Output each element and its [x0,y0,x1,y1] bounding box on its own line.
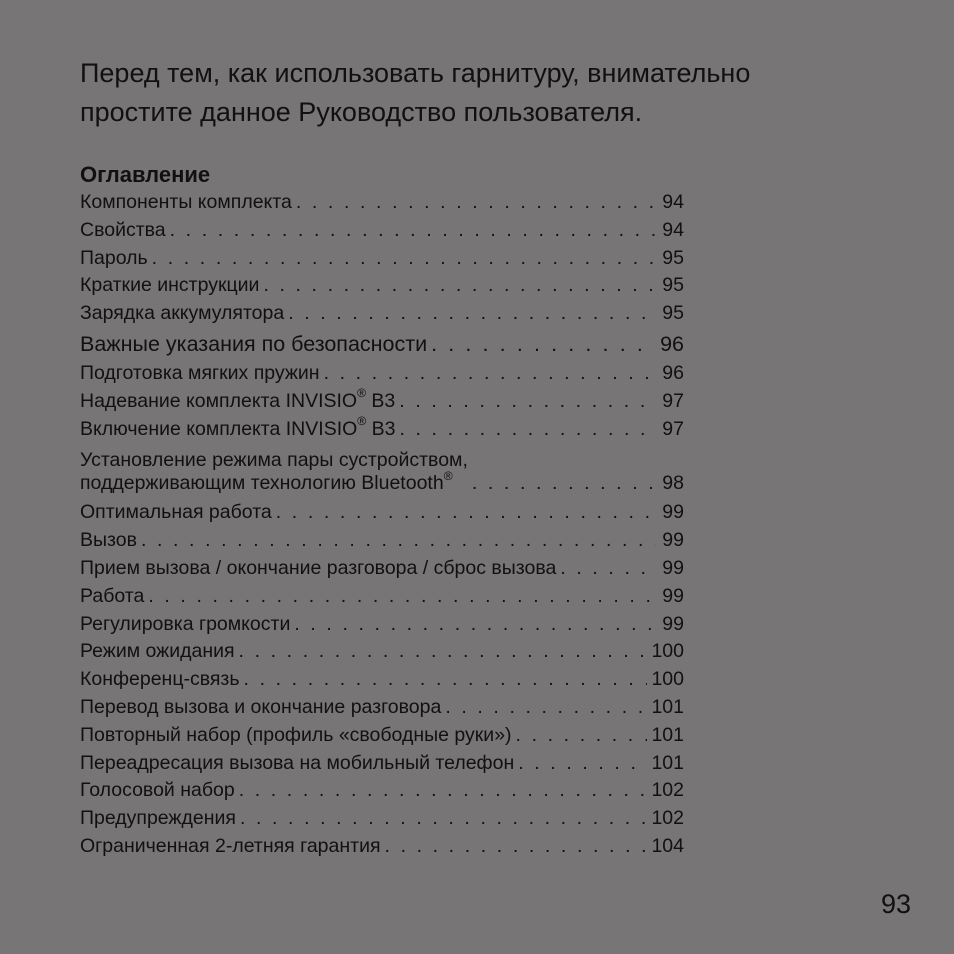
toc-entry[interactable] [80,529,684,557]
toc-entry-page: 99 [662,501,684,524]
toc-entry-title: Зарядка аккумулятора [80,302,285,325]
toc-entry-title [80,414,396,441]
toc-entry[interactable] [80,807,684,835]
toc-entry-title-text: Надевание комплекта INVISIO [80,389,358,412]
toc-leader-dots [381,835,648,858]
toc-entry-title: Прием вызова / окончание разговора / сброс вызова [80,556,557,579]
toc-entry-title: Компоненты комплекта [80,191,292,213]
toc-entry[interactable] [80,501,684,529]
toc-entry-title: Подготовка мягких пружин [80,361,320,384]
toc-entry[interactable] [80,191,684,219]
toc-entry-title: Пароль [80,246,148,269]
intro-line-1: Перед тем, как использовать гарнитуру, внимательно [80,58,751,88]
toc-entry-title: Вызов [80,529,137,552]
toc-entry[interactable] [80,302,684,330]
toc-leader-dots [284,302,656,325]
toc-entry[interactable] [80,557,684,585]
toc-entry-page: 100 [651,640,684,663]
toc-leader-dots [395,390,656,413]
toc-entry-title: Важные указания по безопасности [80,331,428,356]
toc-leader-dots [259,274,656,297]
toc-entry-title-suffix: B3 [366,417,396,440]
toc-entry-title: Конференц-связь [80,668,240,691]
toc-entry-page: 102 [651,807,684,830]
toc-entry-page: 95 [662,302,684,325]
registered-mark: ® [357,414,367,429]
toc-entry-title: Свойства [80,218,166,241]
toc-entry[interactable] [80,835,684,863]
toc-entry-page: 95 [662,246,684,269]
toc-entry-title [80,449,468,495]
registered-mark: ® [357,386,366,401]
toc-leader-dots [556,557,656,580]
toc-entry-page: 96 [660,331,684,356]
toc-entry-title-suffix: B3 [366,389,396,412]
toc-entry[interactable] [80,724,684,752]
toc-leader-dots [166,219,656,242]
toc-entry[interactable] [80,779,684,807]
toc-entry[interactable] [80,640,684,668]
toc-leader-dots [235,779,648,802]
toc-entry-page: 100 [651,668,684,691]
toc-entry-title: Регулировка громкости [80,612,291,635]
toc-entry[interactable] [80,362,684,390]
toc-entry-title: Оптимальная работа [80,501,272,524]
toc-entry[interactable] [80,613,684,641]
toc-leader-dots [514,752,647,775]
toc-entry-title-text: Включение комплекта INVISIO [80,417,358,440]
toc-entry-page: 95 [662,274,684,297]
toc-leader-dots [272,501,656,524]
toc-leader-dots [236,807,648,830]
toc-entry-title: Работа [80,584,145,607]
toc-entry[interactable] [80,752,684,780]
toc-entry-page: 94 [662,218,684,241]
toc-leader-dots [144,585,656,608]
toc-leader-dots [441,696,647,719]
table-of-contents [80,191,684,863]
intro-line-2: простите данное Руководство пользователя. [80,97,643,127]
toc-entry-title: Предупреждения [80,807,236,830]
page-number: 93 [880,889,911,919]
toc-entry-page: 99 [662,612,684,635]
toc-leader-dots [290,613,656,636]
toc-entry-title-line-1: Установление режима пары сустройством, [80,449,468,472]
toc-leader-dots [235,640,648,663]
toc-entry-page: 104 [651,834,684,857]
toc-entry-title: Перевод вызова и окончание разговора [80,695,442,718]
toc-entry-title [80,386,396,413]
toc-entry-page: 98 [662,472,684,495]
toc-entry-page: 101 [651,751,684,774]
toc-leader-dots [320,362,656,385]
toc-entry-page: 102 [651,779,684,802]
toc-entry-page: 99 [662,584,684,607]
registered-mark: ® [443,469,453,484]
toc-leader-dots [468,472,656,495]
toc-entry[interactable] [80,274,684,302]
toc-entry[interactable] [80,696,684,724]
toc-entry-page: 97 [662,389,684,412]
toc-entry[interactable] [80,330,684,362]
toc-entry[interactable] [80,414,684,446]
toc-entry-page: 99 [662,529,684,552]
toc-entry[interactable] [80,585,684,613]
toc-entry-title: Краткие инструкции [80,274,260,297]
toc-entry-page: 99 [662,556,684,579]
toc-entry-page: 101 [651,723,684,746]
toc-entry-title: Голосовой набор [80,779,235,802]
toc-leader-dots [148,247,656,270]
toc-entry-title: Ограниченная 2-летняя гарантия [80,834,381,857]
toc-entry-title: Режим ожидания [80,640,235,663]
toc-leader-dots [512,724,648,747]
toc-leader-dots [137,529,656,552]
toc-entry-title: Переадресация вызова на мобильный телефон [80,751,515,774]
toc-leader-dots [240,668,648,691]
toc-leader-dots [427,332,656,357]
toc-entry[interactable] [80,386,684,418]
toc-entry-title-line-2 [80,469,468,495]
toc-entry[interactable] [80,668,684,696]
toc-entry[interactable] [80,219,684,247]
toc-entry-page: 96 [662,361,684,384]
toc-leader-dots [395,418,656,441]
toc-leader-dots [292,191,656,214]
intro-text [80,54,900,132]
toc-entry-title-text: поддерживающим технологию Bluetooth [80,472,444,495]
toc-entry-page: 97 [662,417,684,440]
toc-entry[interactable] [80,445,684,501]
toc-entry-title: Повторный набор (профиль «свободные руки») [80,723,512,746]
toc-heading: Оглавление [80,162,211,187]
toc-entry-page: 94 [662,191,684,213]
toc-entry[interactable] [80,247,684,275]
toc-entry-page: 101 [651,695,684,718]
